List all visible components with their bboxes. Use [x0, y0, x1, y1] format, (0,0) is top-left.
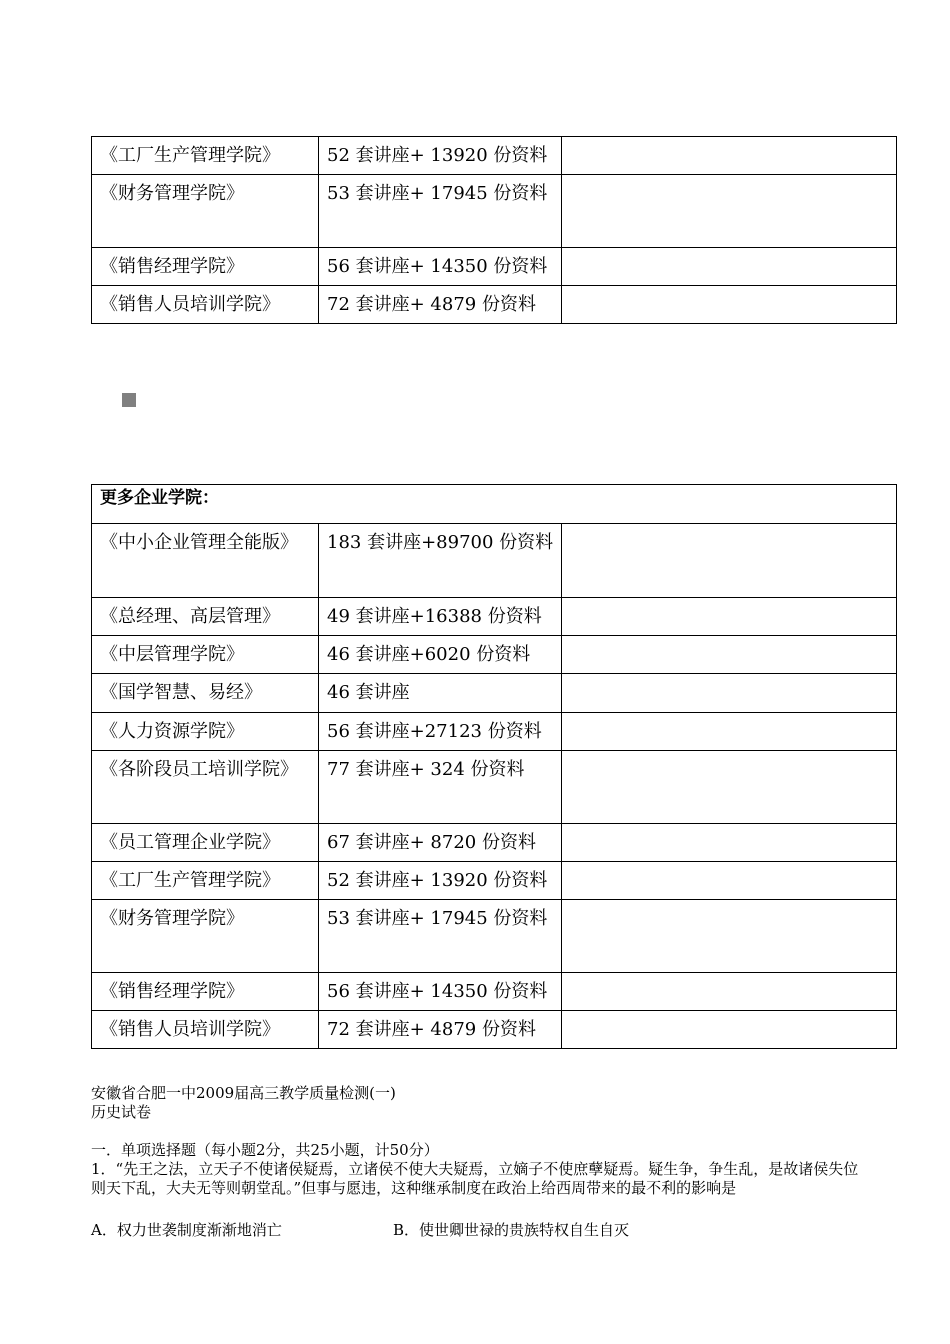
course-desc: 56 套讲座+27123 份资料 [319, 713, 562, 751]
table-row [92, 713, 897, 751]
section-heading: 一．单项选择题（每小题2分，共25小题，计50分） [91, 1141, 439, 1159]
option-a: A．权力世袭制度渐渐地消亡 [91, 1221, 282, 1239]
course-name: 《财务管理学院》 [92, 900, 319, 973]
course-extra [562, 674, 897, 713]
course-name: 《工厂生产管理学院》 [92, 862, 319, 900]
course-desc: 46 套讲座 [319, 674, 562, 713]
course-desc: 72 套讲座+ 4879 份资料 [319, 1011, 562, 1049]
course-extra [562, 973, 897, 1011]
table-row [92, 1011, 897, 1049]
course-desc: 53 套讲座+ 17945 份资料 [319, 175, 562, 248]
course-name: 《员工管理企业学院》 [92, 824, 319, 862]
course-name: 《工厂生产管理学院》 [92, 137, 319, 175]
course-extra [562, 286, 897, 324]
table-row [92, 973, 897, 1011]
course-desc: 52 套讲座+ 13920 份资料 [319, 137, 562, 175]
course-name: 《中小企业管理全能版》 [92, 524, 319, 598]
table-header-row [92, 485, 897, 524]
course-desc: 72 套讲座+ 4879 份资料 [319, 286, 562, 324]
course-extra [562, 175, 897, 248]
course-name: 《销售经理学院》 [92, 973, 319, 1011]
option-b: B．使世卿世禄的贵族特权自生自灭 [393, 1221, 630, 1239]
course-name: 《总经理、高层管理》 [92, 598, 319, 636]
table-row [92, 286, 897, 324]
course-table-1 [91, 136, 897, 324]
course-name: 《人力资源学院》 [92, 713, 319, 751]
course-desc: 49 套讲座+16388 份资料 [319, 598, 562, 636]
table-row [92, 137, 897, 175]
course-extra [562, 524, 897, 598]
course-desc: 56 套讲座+ 14350 份资料 [319, 248, 562, 286]
course-desc: 52 套讲座+ 13920 份资料 [319, 862, 562, 900]
course-extra [562, 248, 897, 286]
table-row [92, 598, 897, 636]
bullet-square-icon [122, 393, 136, 407]
table-row [92, 674, 897, 713]
table-row [92, 248, 897, 286]
course-desc: 67 套讲座+ 8720 份资料 [319, 824, 562, 862]
course-extra [562, 137, 897, 175]
table-header: 更多企业学院： [92, 485, 897, 524]
course-extra [562, 598, 897, 636]
course-name: 《各阶段员工培训学院》 [92, 751, 319, 824]
course-extra [562, 900, 897, 973]
course-desc: 183 套讲座+89700 份资料 [319, 524, 562, 598]
course-name: 《销售经理学院》 [92, 248, 319, 286]
course-name: 《销售人员培训学院》 [92, 286, 319, 324]
course-desc: 56 套讲座+ 14350 份资料 [319, 973, 562, 1011]
course-extra [562, 636, 897, 674]
course-name: 《财务管理学院》 [92, 175, 319, 248]
course-name: 《中层管理学院》 [92, 636, 319, 674]
table-row [92, 862, 897, 900]
course-extra [562, 751, 897, 824]
table-row [92, 636, 897, 674]
course-name: 《国学智慧、易经》 [92, 674, 319, 713]
course-table-2 [91, 484, 897, 1049]
course-name: 《销售人员培训学院》 [92, 1011, 319, 1049]
exam-title: 安徽省合肥一中2009届高三教学质量检测(一) [91, 1084, 396, 1102]
course-desc: 46 套讲座+6020 份资料 [319, 636, 562, 674]
question-1: 1．“先王之法，立天子不使诸侯疑焉，立诸侯不使大夫疑焉，立嫡子不使庶孽疑焉。疑生争，争生乱，是故诸侯失位则天下乱，大夫无等则朝堂乱。”但事与愿违，这种继承制度在政治上给西周带来的最不利的影响是 [91, 1160, 859, 1197]
table-row [92, 524, 897, 598]
course-desc: 77 套讲座+ 324 份资料 [319, 751, 562, 824]
table-row [92, 900, 897, 973]
course-desc: 53 套讲座+ 17945 份资料 [319, 900, 562, 973]
table-row [92, 751, 897, 824]
course-extra [562, 713, 897, 751]
course-extra [562, 1011, 897, 1049]
course-extra [562, 862, 897, 900]
table-row [92, 824, 897, 862]
course-extra [562, 824, 897, 862]
exam-subject: 历史试卷 [91, 1103, 152, 1121]
table-row [92, 175, 897, 248]
